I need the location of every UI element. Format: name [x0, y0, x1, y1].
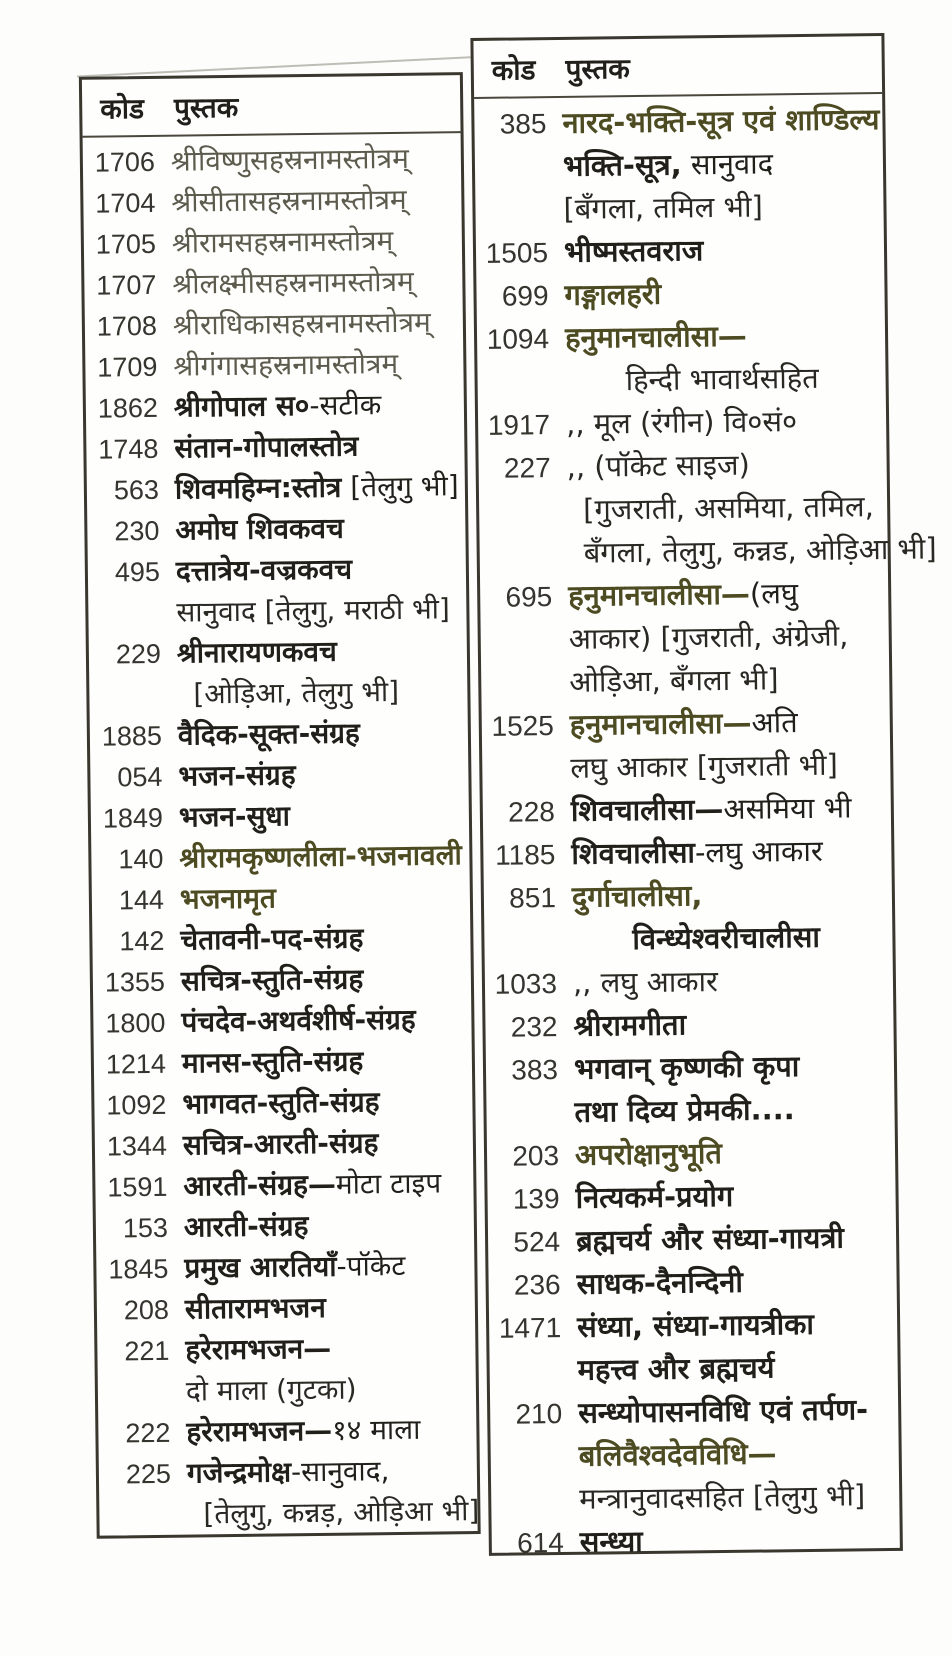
- catalog-row: [90, 752, 468, 798]
- catalog-row: [483, 829, 891, 877]
- book-title-main: सचित्र-स्तुति-संग्रह: [181, 962, 364, 997]
- catalog-row: [99, 1449, 477, 1495]
- book-code: 1849: [91, 798, 163, 840]
- book-title: [567, 527, 936, 575]
- book-code: 229: [89, 634, 161, 676]
- book-title-main: [बँगला, तमिल भी]: [563, 189, 763, 225]
- book-title-main: ब्रह्मचर्य और संध्या-गायत्री: [576, 1221, 844, 1258]
- book-title: [179, 834, 469, 879]
- book-code: 1917: [478, 403, 551, 447]
- catalog-column-right: [470, 33, 903, 1556]
- book-title: [570, 700, 891, 747]
- book-title: [187, 1449, 477, 1494]
- book-title-main: श्रीराधिकासहस्रनामस्तोत्रम्: [173, 306, 431, 342]
- catalog-row: [477, 313, 885, 361]
- book-title: [572, 872, 893, 919]
- book-title: [564, 227, 885, 274]
- catalog-row: [474, 98, 882, 146]
- book-title: [580, 1517, 901, 1564]
- book-title-suffix: १४ माला: [332, 1413, 421, 1447]
- book-title: [171, 178, 461, 223]
- book-title: [185, 1285, 475, 1330]
- book-code: [490, 1380, 562, 1381]
- catalog-row: [89, 670, 467, 716]
- book-code: 142: [92, 921, 164, 963]
- catalog-row: [94, 1080, 472, 1126]
- book-title: [570, 743, 891, 790]
- book-title: [563, 184, 884, 231]
- book-title-main: साधक-दैनन्दिनी: [576, 1265, 743, 1301]
- book-title: [573, 1001, 894, 1048]
- book-title-main: हनुमानचालीसा—: [568, 577, 750, 613]
- book-title: [179, 793, 469, 838]
- book-code: 524: [488, 1220, 561, 1264]
- book-title-main: भजनामृत: [180, 881, 276, 915]
- book-title: [565, 356, 886, 403]
- book-code: 144: [92, 880, 164, 922]
- book-title-main: आरती-संग्रह: [184, 1209, 309, 1244]
- catalog-row: [93, 957, 471, 1003]
- book-code: 230: [87, 511, 159, 553]
- book-code: [491, 1509, 563, 1510]
- book-code: [89, 622, 161, 623]
- book-title-suffix: -सटीक: [309, 388, 381, 422]
- book-title: [181, 957, 471, 1002]
- catalog-row: [85, 342, 463, 388]
- catalog-row: [95, 1162, 473, 1208]
- book-code: 383: [486, 1048, 559, 1092]
- catalog-row: [479, 528, 887, 576]
- book-title-main: श्रीनारायणकवच: [177, 635, 337, 670]
- book-title-main: [गुजराती, असमिया, तमिल,: [583, 489, 874, 527]
- book-code: [481, 649, 553, 650]
- header-book-label: पुस्तक: [174, 88, 239, 127]
- book-title-main: तथा दिव्य प्रेमकी....: [574, 1092, 795, 1129]
- book-title-main: दो माला (गुटका): [186, 1373, 357, 1408]
- book-title: [579, 1474, 900, 1521]
- book-code: 1707: [84, 265, 156, 307]
- book-title-main: सानुवाद [तेलुगु, मराठी भी]: [176, 592, 450, 628]
- book-title-main: श्रीसीतासहस्रनामस्तोत्रम्: [171, 183, 407, 219]
- book-title: [575, 1173, 896, 1220]
- book-title: [180, 916, 470, 961]
- book-title-suffix: असमिया भी: [723, 790, 851, 826]
- book-title-main: महत्त्व और ब्रह्मचर्य: [577, 1350, 774, 1386]
- book-title: [173, 301, 463, 346]
- book-title-main: प्रमुख आरतियाँ: [184, 1250, 337, 1285]
- book-title-main: लघु आकार [गुजराती भी]: [570, 748, 838, 785]
- book-title-main: भक्ति-सूत्र,: [563, 147, 682, 182]
- book-code: 1705: [84, 224, 156, 266]
- catalog-row: [89, 629, 467, 675]
- catalog-row: [96, 1203, 474, 1249]
- book-title: [183, 1162, 473, 1207]
- catalog-row: [88, 547, 466, 593]
- book-title: [180, 875, 470, 920]
- book-title-main: बँगला, तेलुगु, कन्नड, ओड़िआ भी]: [583, 531, 936, 569]
- book-title-main: ओड़िआ, बँगला भी]: [569, 662, 779, 699]
- book-title-main: अमोघ शिवकवच: [175, 512, 344, 547]
- book-title-main: हिन्दी भावार्थसहित: [625, 361, 819, 397]
- book-title: [182, 1039, 472, 1084]
- book-code: [485, 950, 557, 951]
- book-title: [171, 137, 461, 182]
- book-code: 139: [487, 1177, 560, 1221]
- book-code: 222: [98, 1413, 170, 1455]
- book-title: [578, 1431, 899, 1478]
- book-code: 227: [478, 446, 551, 490]
- book-code: 225: [99, 1454, 171, 1496]
- book-title-main: [ओड़िआ, तेलुगु भी]: [193, 675, 399, 711]
- catalog-row: [92, 875, 470, 921]
- book-code: 1706: [83, 142, 155, 184]
- book-title-suffix: -सानुवाद,: [291, 1454, 390, 1488]
- book-title-suffix: [तेलुगु भी]: [341, 469, 459, 503]
- book-title-suffix: -पॉकेट: [336, 1249, 405, 1283]
- catalog-row: [84, 260, 462, 306]
- book-title-main: श्रीविष्णुसहस्रनामस्तोत्रम्: [171, 142, 409, 178]
- book-code: [481, 692, 553, 693]
- catalog-row: [86, 383, 464, 429]
- book-title-main: विन्ध्येश्वरीचालीसा: [632, 920, 820, 956]
- book-title-main: पंचदेव-अथर्वशीर्ष-संग्रह: [181, 1003, 416, 1039]
- catalog-row: [480, 571, 888, 619]
- catalog-row: [485, 1001, 893, 1049]
- catalog-row: [90, 711, 468, 757]
- catalog-row: [475, 141, 883, 189]
- book-title: [574, 1087, 895, 1134]
- book-title-main: आकार) [गुजराती, अंग्रेजी,: [569, 618, 849, 655]
- book-title-main: दुर्गाचालीसा,: [572, 878, 703, 914]
- book-title: [186, 1408, 476, 1453]
- book-title-main: वैदिक-सूक्त-संग्रह: [178, 716, 360, 751]
- book-title-main: नारद-भक्ति-सूत्र एवं शाण्डिल्य: [562, 102, 879, 140]
- book-code: 1591: [95, 1167, 167, 1209]
- book-title-main: मानस-स्तुति-संग्रह: [182, 1044, 364, 1079]
- book-code: 1862: [86, 388, 158, 430]
- catalog-row: [87, 465, 465, 511]
- book-title-main: गजेन्द्रमोक्ष: [187, 1455, 292, 1489]
- book-title: [178, 752, 468, 797]
- book-code: [476, 219, 548, 220]
- book-code: 1355: [93, 962, 165, 1004]
- book-code: 1525: [482, 704, 555, 748]
- book-code: [90, 704, 162, 705]
- catalog-row: [478, 442, 886, 490]
- book-code: 1344: [95, 1126, 167, 1168]
- catalog-row: [489, 1302, 897, 1350]
- catalog-row: [492, 1517, 900, 1565]
- book-code: 1845: [96, 1249, 168, 1291]
- book-title-main: शिवचालीसा—: [571, 792, 724, 828]
- catalog-row: [83, 178, 461, 224]
- book-title-main: सीतारामभजन: [185, 1291, 326, 1326]
- catalog-row: [490, 1388, 898, 1436]
- book-title-suffix: (लघु: [750, 576, 799, 611]
- book-title: [183, 1121, 473, 1166]
- book-code: 232: [485, 1005, 558, 1049]
- book-title: [184, 1244, 474, 1289]
- book-title-main: भागवत-स्तुति-संग्रह: [182, 1085, 380, 1120]
- column-header: [82, 75, 461, 138]
- catalog-row: [99, 1490, 477, 1536]
- book-title-main: मन्त्रानुवादसहित [तेलुगु भी]: [579, 1478, 865, 1515]
- catalog-row: [491, 1474, 899, 1522]
- book-title-main: शिवचालीसा: [571, 835, 695, 871]
- book-code: 140: [91, 839, 163, 881]
- book-code: [98, 1401, 170, 1402]
- book-title-main: संतान-गोपालस्तोत्र: [174, 429, 358, 464]
- book-title-main: संध्या, संध्या-गायत्रीका: [577, 1307, 814, 1344]
- catalog-row: [88, 588, 466, 634]
- book-code: [480, 563, 552, 564]
- book-code: [479, 520, 551, 521]
- book-title-main: श्रीगोपाल स०: [174, 389, 310, 424]
- book-title: [174, 383, 464, 428]
- book-title: [572, 915, 893, 962]
- book-title-main: श्रीरामकृष्णलीला-भजनावली: [179, 838, 462, 874]
- book-code: 208: [97, 1290, 169, 1332]
- book-title: [181, 998, 471, 1043]
- catalog-row: [488, 1216, 896, 1264]
- book-title-main: चेतावनी-पद-संग्रह: [180, 921, 363, 956]
- book-title: [172, 219, 462, 264]
- book-title: [567, 485, 888, 532]
- book-title: [577, 1302, 898, 1349]
- catalog-row: [478, 399, 886, 447]
- book-title: [578, 1388, 899, 1435]
- book-code: 1704: [83, 183, 155, 225]
- book-title-main: अपरोक्षानुभूति: [575, 1136, 722, 1172]
- book-title-main: हनुमानचालीसा—: [570, 706, 752, 742]
- book-code: 236: [488, 1263, 561, 1307]
- book-code: 228: [483, 790, 556, 834]
- book-title-main: श्रीगंगासहस्रनामस्तोत्रम्: [173, 347, 398, 383]
- book-title-main: ,, (पॉकेट साइज): [566, 448, 750, 484]
- catalog-row: [98, 1367, 476, 1413]
- book-title: [185, 1326, 475, 1371]
- book-title: [176, 588, 466, 633]
- header-code-label: कोड: [100, 89, 144, 128]
- book-title-main: श्रीलक्ष्मीसहस्रनामस्तोत्रम्: [172, 265, 414, 301]
- book-title: [184, 1203, 474, 1248]
- book-code: [482, 778, 554, 779]
- book-title-main: बलिवैश्वदेवविधि—: [579, 1436, 777, 1472]
- book-title: [575, 1130, 896, 1177]
- book-code: 385: [474, 102, 547, 146]
- catalog-row: [476, 270, 884, 318]
- book-title: [573, 958, 894, 1005]
- book-title-main: शिवमहिम्न:स्तोत्र: [175, 471, 342, 506]
- catalog-row: [482, 743, 890, 791]
- catalog-row: [486, 1044, 894, 1092]
- book-title: [173, 342, 463, 387]
- book-title-main: सन्ध्या: [580, 1524, 643, 1559]
- book-code: [100, 1524, 172, 1525]
- book-code: 1092: [94, 1085, 166, 1127]
- book-title: [178, 711, 468, 756]
- book-title: [175, 506, 465, 551]
- book-code: 1885: [90, 716, 162, 758]
- header-code-label: कोड: [492, 50, 536, 89]
- catalog-row: [87, 506, 465, 552]
- book-title: [576, 1259, 897, 1306]
- book-title: [176, 547, 466, 592]
- catalog-row: [486, 1087, 894, 1135]
- book-title: [577, 1345, 898, 1392]
- book-code: 054: [90, 757, 162, 799]
- book-title-main: श्रीरामसहस्रनामस्तोत्रम्: [172, 224, 394, 260]
- book-title: [175, 465, 465, 510]
- book-title-main: सचित्र-आरती-संग्रह: [183, 1126, 379, 1161]
- book-code: 614: [492, 1521, 565, 1565]
- book-title-main: भगवान् कृष्णकी कृपा: [574, 1049, 800, 1086]
- book-title-main: [तेलुगु, कन्नड़, ओड़िआ भी]: [203, 1494, 479, 1530]
- book-code: 1505: [476, 231, 549, 275]
- book-code: 1800: [93, 1003, 165, 1045]
- catalog-row: [95, 1121, 473, 1167]
- book-title: [566, 399, 887, 446]
- book-title-main: भजन-संग्रह: [178, 758, 296, 792]
- book-code: 1214: [94, 1044, 166, 1086]
- catalog-row: [86, 424, 464, 470]
- catalog-column-left: [79, 72, 481, 1539]
- book-title: [174, 424, 464, 469]
- book-code: 1185: [483, 833, 556, 877]
- book-title-main: दत्तात्रेय-वज्रकवच: [176, 553, 353, 588]
- book-code: [478, 391, 550, 392]
- column-header: [473, 36, 882, 99]
- book-title: [187, 1490, 479, 1535]
- book-title: [186, 1367, 476, 1412]
- book-code: 221: [97, 1331, 169, 1373]
- book-code: 851: [484, 876, 557, 920]
- book-title-main: हनुमानचालीसा—: [565, 319, 747, 355]
- book-title-suffix: मोटा टाइप: [336, 1166, 442, 1200]
- catalog-row: [98, 1408, 476, 1454]
- book-title: [569, 657, 890, 704]
- book-title-main: सन्ध्योपासनविधि एवं तर्पण-: [578, 1392, 868, 1430]
- catalog-row: [477, 356, 885, 404]
- book-code: [475, 176, 547, 177]
- book-title: [563, 141, 884, 188]
- book-title-suffix: -लघु आकार: [695, 834, 823, 870]
- catalog-row: [485, 958, 893, 1006]
- book-title: [172, 260, 462, 305]
- catalog-row: [487, 1130, 895, 1178]
- book-code: 1033: [485, 962, 558, 1006]
- book-title: [568, 571, 889, 618]
- catalog-row: [97, 1285, 475, 1331]
- catalog-row: [487, 1173, 895, 1221]
- book-code: 1708: [85, 306, 157, 348]
- book-title-main: हरेरामभजन—: [186, 1414, 332, 1449]
- book-code: 203: [487, 1134, 560, 1178]
- book-title: [571, 829, 892, 876]
- book-code: [491, 1466, 563, 1467]
- book-title-main: नित्यकर्म-प्रयोग: [575, 1179, 733, 1215]
- catalog-row: [480, 614, 888, 662]
- catalog-row: [85, 301, 463, 347]
- catalog-row: [484, 915, 892, 963]
- book-title-main: हरेरामभजन—: [185, 1332, 331, 1367]
- catalog-row: [91, 834, 469, 880]
- rows-list: [474, 94, 900, 1565]
- catalog-row: [84, 219, 462, 265]
- book-title: [566, 442, 887, 489]
- book-title: [574, 1044, 895, 1091]
- book-title: [564, 270, 885, 317]
- catalog-row: [476, 227, 884, 275]
- book-code: 1748: [86, 429, 158, 471]
- book-title: [177, 629, 467, 674]
- book-title: [571, 786, 892, 833]
- catalog-row: [482, 700, 890, 748]
- book-code: 1094: [477, 317, 550, 361]
- book-code: 699: [476, 274, 549, 318]
- book-title-suffix: अति: [751, 705, 798, 740]
- catalog-row: [484, 872, 892, 920]
- book-title: [562, 98, 883, 145]
- catalog-row: [83, 137, 461, 183]
- book-title-main: भीष्मस्तवराज: [564, 233, 704, 269]
- book-title-main: आरती-संग्रह—: [183, 1168, 336, 1203]
- book-code: 695: [480, 575, 553, 619]
- book-title: [576, 1216, 897, 1263]
- book-title-main: भजन-सुधा: [179, 799, 290, 833]
- catalog-row: [490, 1431, 898, 1479]
- book-title: [565, 313, 886, 360]
- catalog-row: [481, 657, 889, 705]
- book-code: 563: [87, 470, 159, 512]
- book-code: 210: [490, 1392, 563, 1436]
- catalog-row: [93, 998, 471, 1044]
- book-title: [182, 1080, 472, 1125]
- catalog-row: [97, 1326, 475, 1372]
- catalog-row: [488, 1259, 896, 1307]
- rows-list: [83, 133, 478, 1536]
- catalog-row: [475, 184, 883, 232]
- catalog-row: [91, 793, 469, 839]
- book-title-suffix: सानुवाद: [681, 146, 773, 181]
- catalog-row: [96, 1244, 474, 1290]
- catalog-row: [483, 786, 891, 834]
- book-title: [568, 614, 889, 661]
- book-code: 1709: [85, 347, 157, 389]
- book-title: [177, 670, 467, 715]
- book-title-main: ,, मूल (रंगीन) वि०सं०: [566, 404, 797, 441]
- book-title-main: श्रीरामगीता: [573, 1007, 686, 1042]
- book-code: 1471: [489, 1306, 562, 1350]
- header-book-label: पुस्तक: [565, 49, 630, 88]
- book-title-main: गङ्गालहरी: [564, 277, 661, 312]
- catalog-row: [94, 1039, 472, 1085]
- catalog-row: [479, 485, 887, 533]
- book-code: 153: [96, 1208, 168, 1250]
- catalog-row: [489, 1345, 897, 1393]
- book-title-main: ,, लघु आकार: [573, 964, 718, 1000]
- catalog-row: [92, 916, 470, 962]
- book-code: [487, 1122, 559, 1123]
- book-code: 495: [88, 552, 160, 594]
